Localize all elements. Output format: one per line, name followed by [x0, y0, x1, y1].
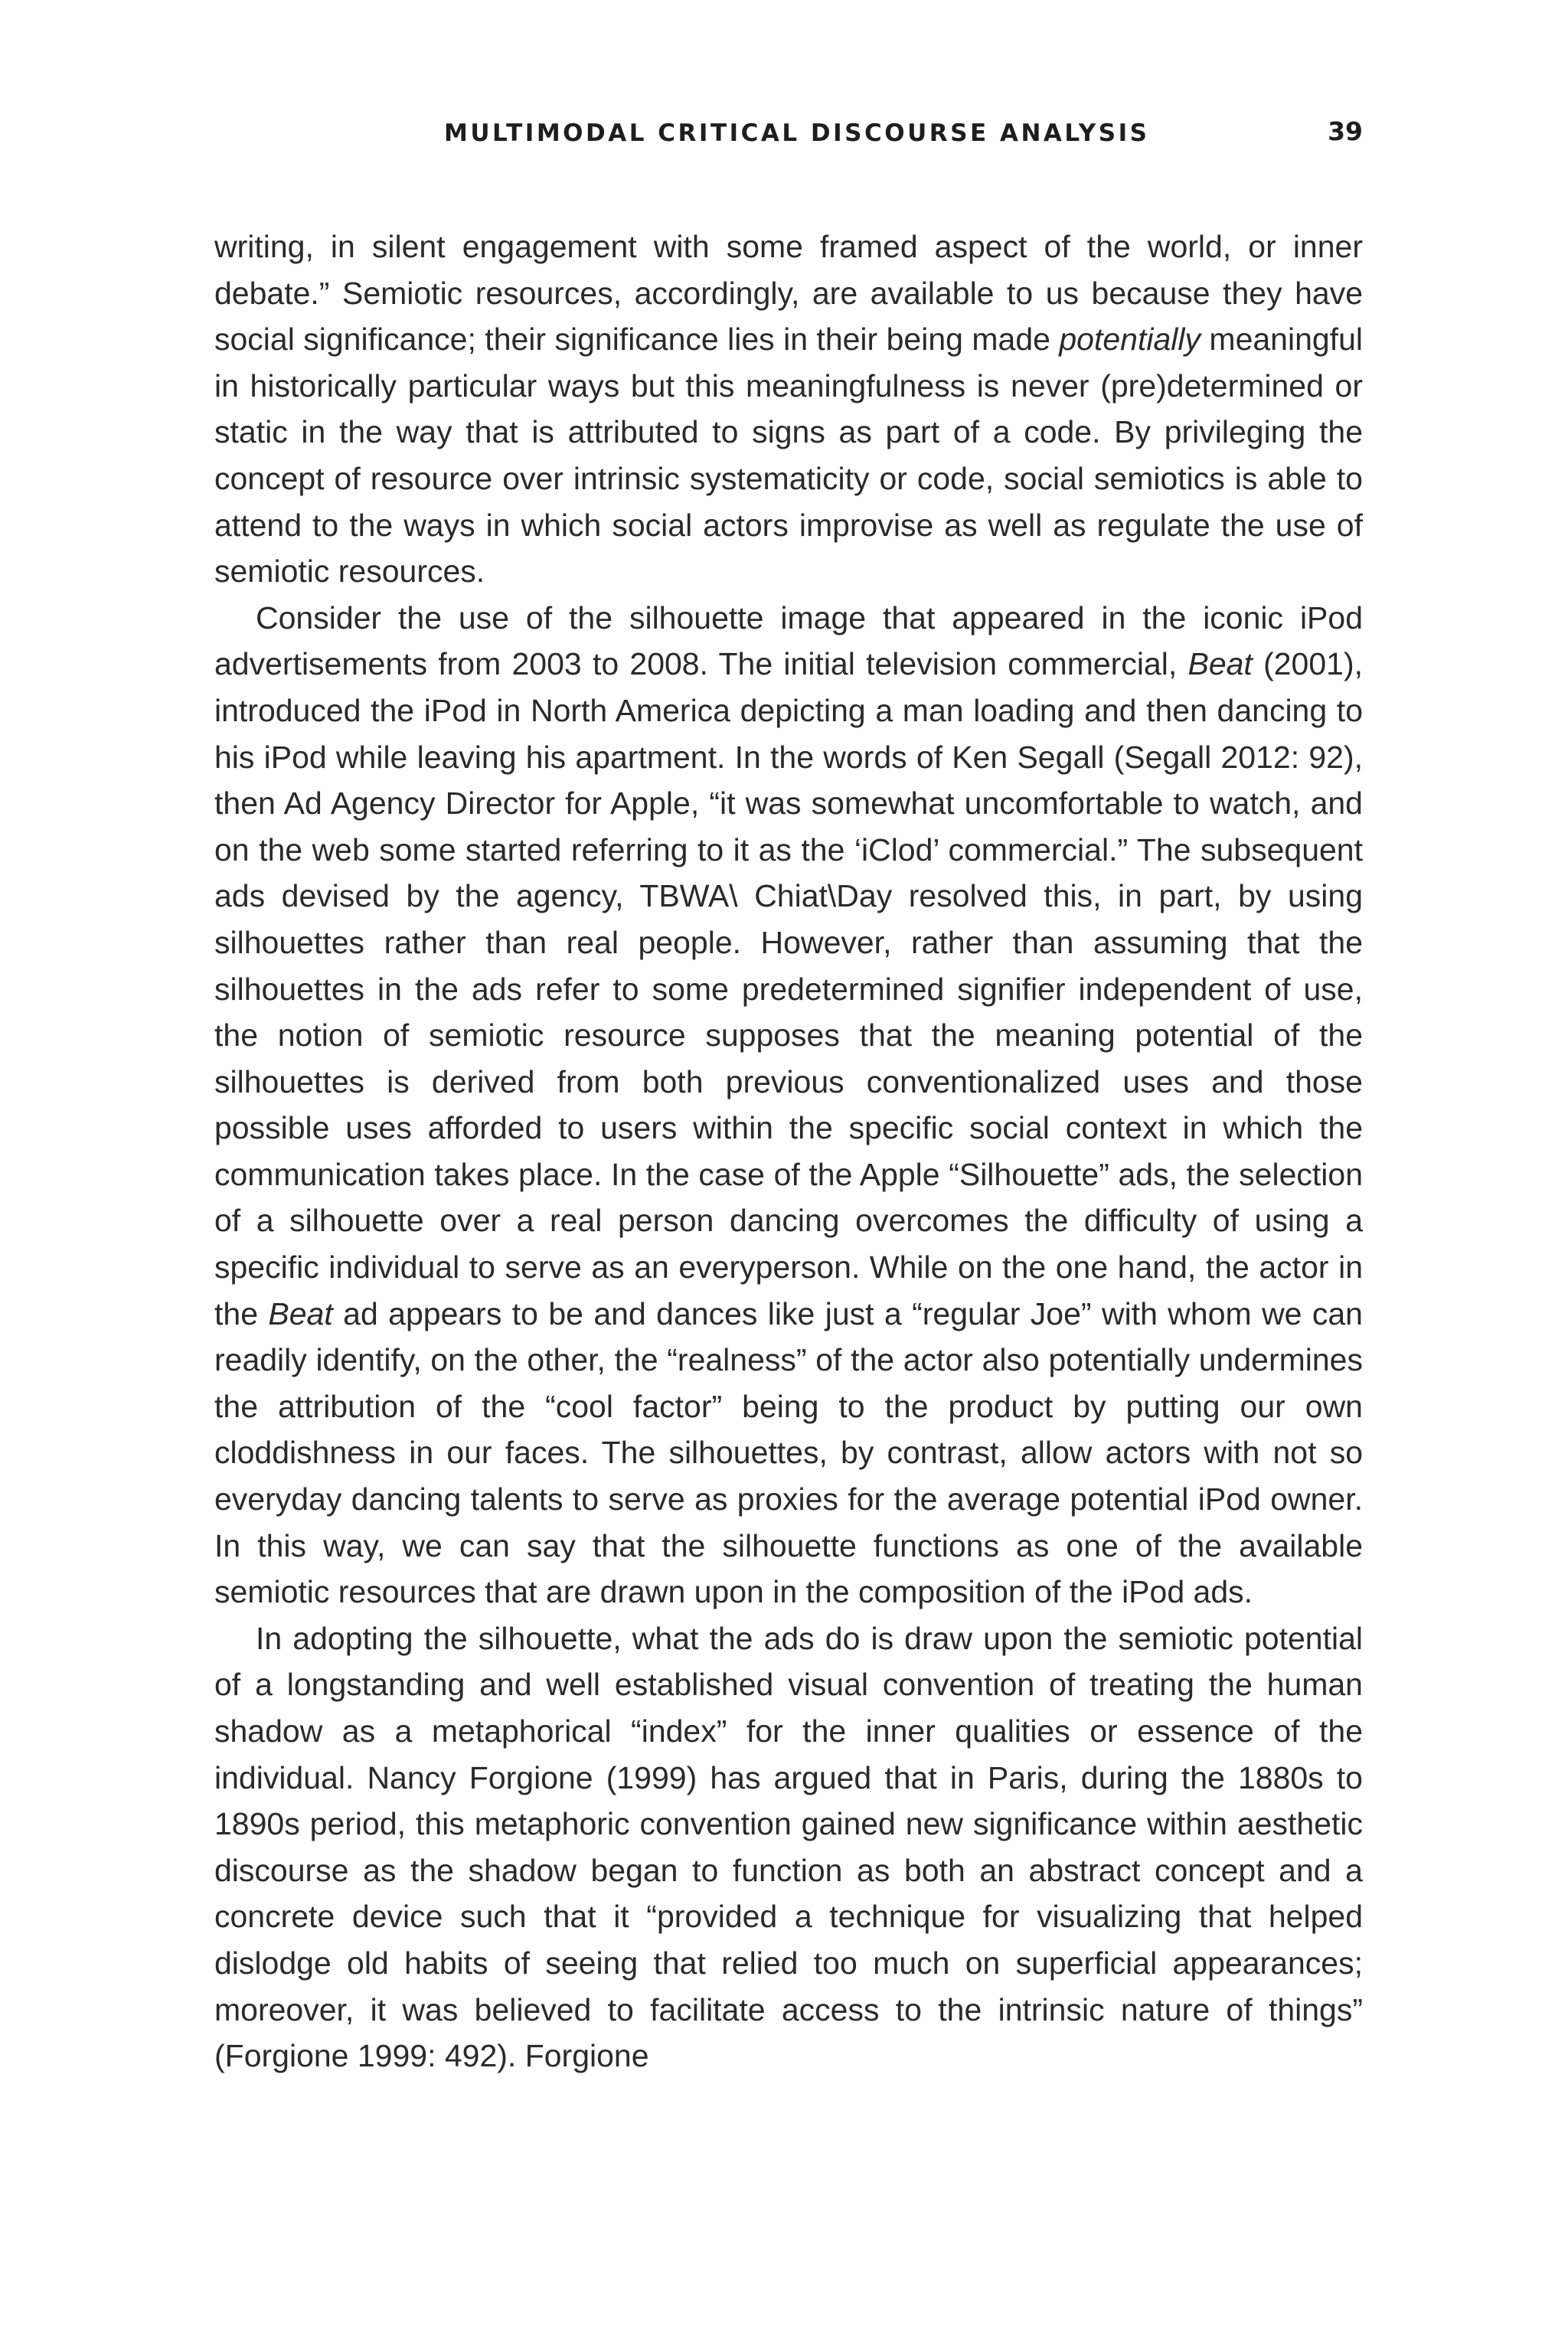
paragraph-2-text: ad appears to be and dances like just a “regular Joe” with whom we can readily identify, on the other, the “realness” of the actor also potentially undermines the attribution of the “cool factor” being to the product by putting our own cloddishness in our faces. The silhouettes, by contrast, allow actors with not so everyday dancing talents to serve as proxies for the average potential iPod owner. In this way, we can say that the silhouette functions as one of the available semiotic resources that are drawn upon in the composition of the iPod ads. — [214, 1295, 1363, 1610]
paragraph-2 — [214, 595, 1363, 1615]
paragraph-2-text: Consider the use of the silhouette image that appeared in the iconic iPod advertisements from 2003 to 2008. The initial television commercial, — [214, 599, 1363, 682]
body-text — [214, 224, 1363, 2079]
paragraph-2-emphasis: Beat — [268, 1295, 333, 1331]
paragraph-1-text: meaningful in historically particular ways but this meaningfulness is never (pre)determined or static in the way that is attributed to signs as part of a code. By privileging the concept of resource over intrinsic systematicity or code, social semiotics is able to attend to the ways in which social actors improvise as well as regulate the use of semiotic resources. — [214, 322, 1363, 590]
paragraph-1 — [214, 224, 1363, 595]
running-head — [214, 115, 1363, 155]
running-title: MULTIMODAL CRITICAL DISCOURSE ANALYSIS — [444, 119, 1150, 147]
paragraph-1-text: writing, in silent engagement with some framed aspect of the world, or inner debate.” Semiotic resources, accordingly, are available to us because they have social significance; their significance lies in their being made — [214, 229, 1363, 358]
paragraph-2-emphasis: Beat — [1187, 646, 1253, 682]
paragraph-1-emphasis: potentially — [1059, 322, 1200, 358]
page-number: 39 — [1328, 116, 1363, 146]
paragraph-3 — [214, 1615, 1363, 2079]
paragraph-3-text: In adopting the silhouette, what the ads do is draw upon the semiotic potential of a longstanding and well established visual convention of treating the human shadow as a metaphorical “index” for the inner qualities or essence of the individual. Nancy Forgione (1999) has argued that in Paris, during the 1880s to 1890s period, this metaphoric convention gained new significance within aesthetic discourse as the shadow began to function as both an abstract concept and a concrete device such that it “provided a technique for visualizing that helped dislodge old habits of seeing that relied too much on superficial appearances; moreover, it was believed to facilitate access to the intrinsic nature of things” (Forgione 1999: 492). Forgione — [214, 1620, 1363, 2074]
paragraph-2-text: (2001), introduced the iPod in North America depicting a man loading and then dancing to his iPod while leaving his apartment. In the words of Ken Segall (Segall 2012: 92), then Ad Agency Director for Apple, “it was somewhat uncomfortable to watch, and on the web some started referring to it as the ‘iClod’ commercial.” The subsequent ads devised by the agency, TBWA\ Chiat\Day resolved this, in part, by using silhouettes rather than real people. However, rather than assuming that the silhouettes in the ads refer to some predetermined signifier independent of use, the notion of semiotic resource supposes that the meaning potential of the silhouettes is derived from both previous conventionalized uses and those possible uses afforded to users within the specific social context in which the communication takes place. In the case of the Apple “Silhouette” ads, the selection of a silhouette over a real person dancing overcomes the difficulty of using a specific individual to serve as an everyperson. While on the one hand, the actor in the — [214, 646, 1363, 1331]
